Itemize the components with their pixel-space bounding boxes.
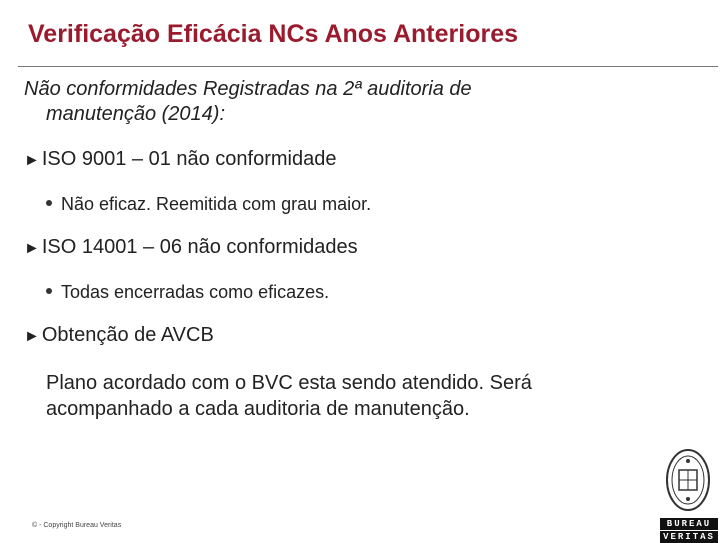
bullet-label: ISO 14001 – 06 não conformidades <box>41 236 358 258</box>
triangle-bullet-icon: ► <box>24 328 40 345</box>
sub-bullet-label: Todas encerradas como eficazes. <box>61 282 330 302</box>
plan-text <box>46 370 686 422</box>
triangle-bullet-icon: ► <box>24 152 40 169</box>
dot-bullet-icon <box>46 288 52 294</box>
copyright-footer: © - Copyright Bureau Veritas <box>32 522 122 529</box>
sub-bullet-iso14001 <box>46 282 329 303</box>
logo-word-bureau: BUREAU <box>660 518 718 530</box>
triangle-bullet-icon: ► <box>24 240 40 257</box>
bullet-label: ISO 9001 – 01 não conformidade <box>41 148 337 170</box>
plan-line-1: Plano acordado com o BVC esta sendo atendido. Será <box>46 372 532 394</box>
logo-word-veritas: VERITAS <box>660 531 718 543</box>
title-divider <box>18 66 718 67</box>
page-title: Verificação Eficácia NCs Anos Anteriores <box>28 20 519 48</box>
dot-bullet-icon <box>46 200 52 206</box>
intro-line-1: Não conformidades Registradas na 2ª auditoria de <box>24 78 472 100</box>
sub-bullet-label: Não eficaz. Reemitida com grau maior. <box>61 194 372 214</box>
intro-text <box>24 77 624 127</box>
bullet-item-iso14001 <box>24 236 358 259</box>
bullet-label: Obtenção de AVCB <box>41 324 214 346</box>
bullet-item-iso9001 <box>24 148 337 171</box>
bullet-item-avcb <box>24 324 214 347</box>
intro-line-2: manutenção (2014): <box>46 103 226 125</box>
sub-bullet-iso9001 <box>46 194 371 215</box>
plan-line-2: acompanhado a cada auditoria de manutenção. <box>46 398 470 420</box>
